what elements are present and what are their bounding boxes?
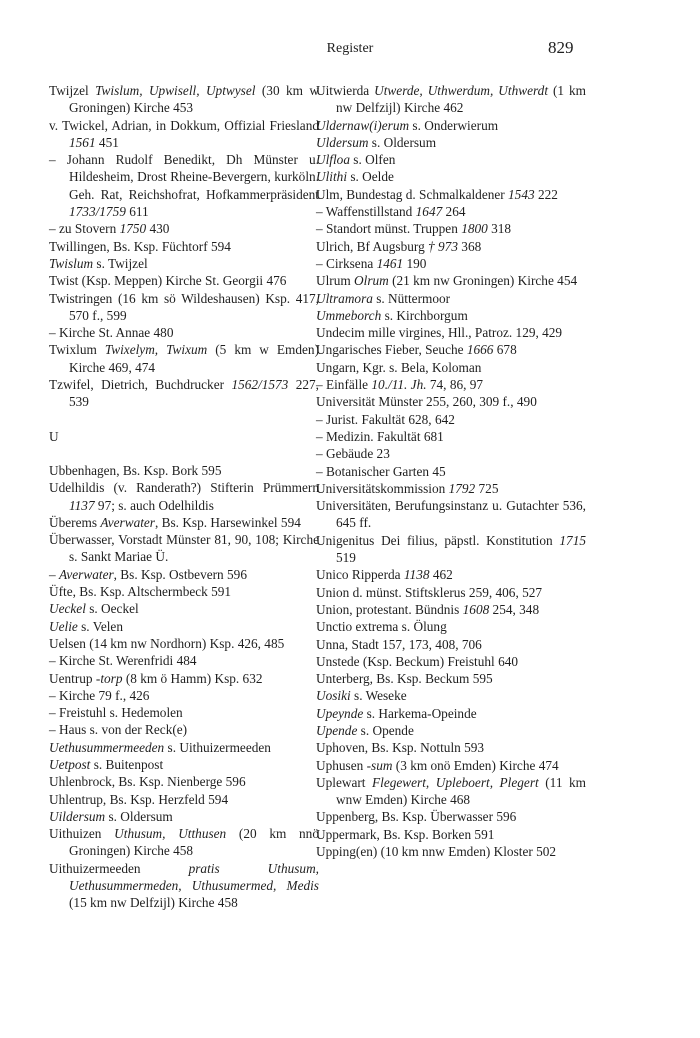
- index-entry: Upping(en) (10 km nnw Emden) Kloster 502: [316, 844, 557, 860]
- index-entry: Unstede (Ksp. Beckum) Freistuhl 640: [316, 653, 519, 669]
- index-subentry: – Standort münst. Truppen 1800 318: [316, 220, 586, 237]
- section-letter-heading: U: [49, 428, 59, 444]
- running-head: Register: [326, 41, 374, 56]
- index-entry: Uphusen -sum (3 km onö Emden) Kirche 474: [316, 757, 559, 773]
- index-entry: Ulm, Bundestag d. Schmalkaldener 1543 222: [316, 186, 558, 202]
- index-entry: Uphoven, Bs. Ksp. Nottuln 593: [316, 740, 485, 756]
- index-subentry: – Einfälle 10./11. Jh. 74, 86, 97: [316, 376, 586, 393]
- index-entry: Uithuizen Uthusum, Utthusen (20 km nnö Groningen) Kirche 458: [49, 826, 319, 859]
- index-entry: Unna, Stadt 157, 173, 408, 706: [316, 636, 482, 652]
- index-entry: Uosiki s. Weseke: [316, 688, 407, 704]
- index-entry: Unterberg, Bs. Ksp. Beckum 595: [316, 671, 493, 687]
- index-entry: Upeynde s. Harkema-Opeinde: [316, 705, 477, 721]
- page-number: 829: [548, 38, 574, 57]
- index-entry: Überems Averwater, Bs. Ksp. Harsewinkel 594: [49, 514, 301, 530]
- section-spacer: [49, 445, 319, 462]
- index-subentry: – Freistuhl s. Hedemolen: [49, 704, 319, 721]
- index-entry: Üfte, Bs. Ksp. Altschermbeck 591: [49, 584, 232, 600]
- index-subentry: – Medizin. Fakultät 681: [316, 428, 586, 445]
- index-subentry: – Cirksena 1461 190: [316, 255, 586, 272]
- index-entry: Uethusummermeeden s. Uithuizermeeden: [49, 739, 271, 755]
- index-entry: Ubbenhagen, Bs. Ksp. Bork 595: [49, 462, 222, 478]
- index-entry: Ulfloa s. Olfen: [316, 152, 396, 168]
- index-entry: v. Twickel, Adrian, in Dokkum, Offizial Friesland 1561 451: [49, 117, 319, 150]
- index-entry: Twillingen, Bs. Ksp. Füchtorf 594: [49, 238, 231, 254]
- index-entry: Ulrich, Bf Augsburg † 973 368: [316, 238, 482, 254]
- index-entry: Überwasser, Vorstadt Münster 81, 90, 108; Kirche s. Sankt Mariae Ü.: [49, 532, 319, 565]
- index-entry: Uplewart Flegewert, Upleboert, Plegert (11 km wnw Emden) Kirche 468: [316, 774, 586, 808]
- index-column-right: [316, 82, 586, 860]
- index-entry: Ulithi s. Oelde: [316, 169, 394, 185]
- index-subentry: – Haus s. von der Reck(e): [49, 721, 319, 738]
- index-entry: Uhlenbrock, Bs. Ksp. Nienberge 596: [49, 774, 246, 790]
- index-entry: Twixlum Twixelym, Twixum (5 km w Emden) Kirche 469, 474: [49, 342, 319, 375]
- index-subentry: – Jurist. Fakultät 628, 642: [316, 411, 586, 428]
- index-entry: Uhlentrup, Bs. Ksp. Herzfeld 594: [49, 791, 229, 807]
- index-subentry: – Kirche St. Annae 480: [49, 324, 319, 341]
- index-entry: Twist (Ksp. Meppen) Kirche St. Georgii 476: [49, 273, 287, 289]
- index-entry: Universität Münster 255, 260, 309 f., 490: [316, 394, 537, 410]
- index-entry: Uppenberg, Bs. Ksp. Überwasser 596: [316, 809, 517, 825]
- index-entry: Tzwifel, Dietrich, Buchdrucker 1562/1573 227, 539: [49, 377, 319, 410]
- index-entry: Ulrum Olrum (21 km nw Groningen) Kirche 454: [316, 273, 578, 289]
- index-entry: Uldersum s. Oldersum: [316, 134, 437, 150]
- index-entry: Uelie s. Velen: [49, 618, 123, 634]
- index-entry: Udelhildis (v. Randerath?) Stifterin Prümmern 1137 97; s. auch Odelhildis: [49, 480, 319, 513]
- index-entry: Ueckel s. Oeckel: [49, 601, 139, 617]
- index-subentry: – zu Stovern 1750 430: [49, 220, 319, 237]
- index-entry: Universitätskommission 1792 725: [316, 480, 499, 496]
- index-entry: Uildersum s. Oldersum: [49, 808, 173, 824]
- index-entry: Universitäten, Berufungsinstanz u. Gutachter 536, 645 ff.: [316, 498, 586, 531]
- index-entry: Ungarn, Kgr. s. Bela, Koloman: [316, 359, 482, 375]
- index-subentry: – Johann Rudolf Benedikt, Dh Münster u. Hildesheim, Drost Rheine-Bevergern, kurköln. Geh. Rat, Reichshofrat, Hofkammerpräsident 1733/1759 611: [49, 151, 319, 220]
- index-column-left: [49, 82, 319, 912]
- index-entry: Undecim mille virgines, Hll., Patroz. 129, 429: [316, 325, 563, 341]
- index-entry: Uelsen (14 km nw Nordhorn) Ksp. 426, 485: [49, 635, 285, 651]
- index-entry: Uetpost s. Buitenpost: [49, 756, 164, 772]
- index-subentry: – Kirche St. Werenfridi 484: [49, 652, 319, 669]
- index-entry: Unigenitus Dei filius, päpstl. Konstitution 1715 519: [316, 532, 586, 566]
- index-entry: Unctio extrema s. Ölung: [316, 619, 447, 635]
- index-subentry: – Averwater, Bs. Ksp. Ostbevern 596: [49, 566, 319, 583]
- index-entry: Union, protestant. Bündnis 1608 254, 348: [316, 601, 540, 617]
- index-entry: Uldernaw(i)erum s. Onderwierum: [316, 117, 499, 133]
- index-entry: Twijzel Twislum, Upwisell, Uptwysel (30 km w Groningen) Kirche 453: [49, 83, 320, 116]
- index-entry: Unico Ripperda 1138 462: [316, 567, 453, 583]
- index-entry: Union d. münst. Stiftsklerus 259, 406, 527: [316, 584, 543, 600]
- index-entry: Uithuizermeeden pratis Uthusum, Uethusummermeden, Uthusumermed, Medis (15 km nw Delfzijl) Kirche 458: [49, 860, 319, 911]
- index-entry: Twistringen (16 km sö Wildeshausen) Ksp. 417, 570 f., 599: [49, 290, 319, 323]
- index-subentry: – Botanischer Garten 45: [316, 463, 586, 480]
- index-entry: Uentrup -torp (8 km ö Hamm) Ksp. 632: [49, 670, 263, 686]
- index-entry: Uitwierda Utwerde, Uthwerdum, Uthwerdt (1 km nw Delfzijl) Kirche 462: [316, 83, 586, 116]
- index-entry: Ultramora s. Nüttermoor: [316, 290, 451, 306]
- index-entry: Ungarisches Fieber, Seuche 1666 678: [316, 342, 517, 358]
- index-entry: Uppermark, Bs. Ksp. Borken 591: [316, 826, 495, 842]
- index-subentry: – Kirche 79 f., 426: [49, 687, 319, 704]
- index-subentry: – Waffenstillstand 1647 264: [316, 203, 586, 220]
- index-entry: Ummeborch s. Kirchborgum: [316, 307, 468, 323]
- index-entry: Upende s. Opende: [316, 722, 414, 738]
- index-entry: Twislum s. Twijzel: [49, 255, 148, 271]
- index-subentry: – Gebäude 23: [316, 445, 586, 462]
